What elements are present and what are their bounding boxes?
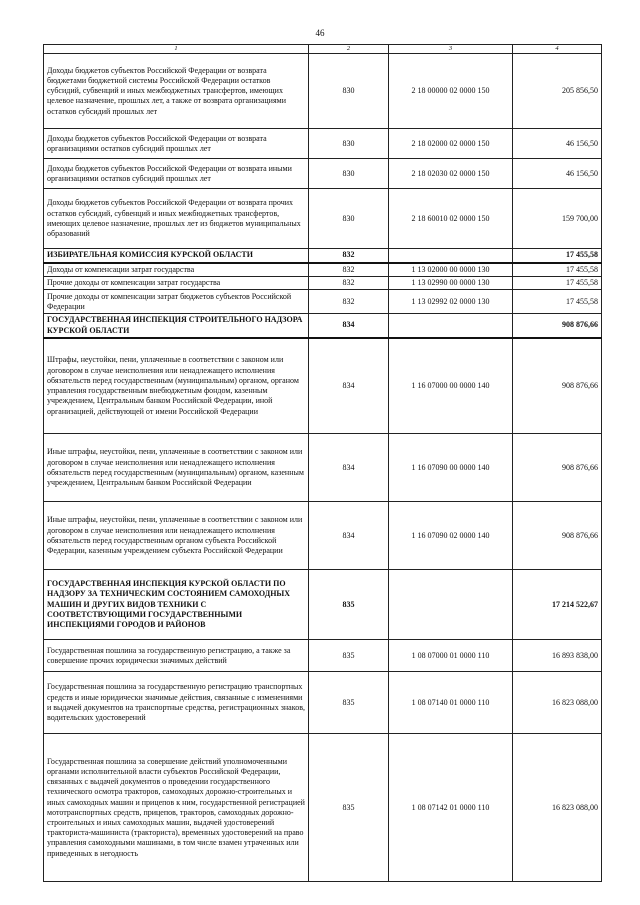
amount: 17 214 522,67 [513, 570, 602, 640]
amount: 17 455,58 [513, 290, 602, 314]
budget-classification-code: 1 13 02990 00 0000 130 [389, 277, 513, 290]
table-row [44, 189, 602, 249]
admin-code: 832 [309, 290, 389, 314]
table-row [44, 263, 602, 277]
amount: 17 455,58 [513, 263, 602, 277]
amount: 908 876,66 [513, 314, 602, 338]
amount: 908 876,66 [513, 434, 602, 502]
admin-code: 835 [309, 570, 389, 640]
admin-code: 834 [309, 314, 389, 338]
budget-classification-code: 1 08 07142 01 0000 110 [389, 734, 513, 882]
revenue-description: Доходы бюджетов субъектов Российской Федерации от возврата организациями остатков субсидий прошлых лет [44, 129, 309, 159]
budget-classification-code: 1 08 07000 01 0000 110 [389, 640, 513, 672]
section-heading: ГОСУДАРСТВЕННАЯ ИНСПЕКЦИЯ СТРОИТЕЛЬНОГО НАДЗОРА КУРСКОЙ ОБЛАСТИ [44, 314, 309, 338]
table-row [44, 277, 602, 290]
amount: 16 823 088,00 [513, 672, 602, 734]
revenue-description: Доходы бюджетов субъектов Российской Федерации от возврата иными организациями остатков субсидий прошлых лет [44, 159, 309, 189]
revenue-table [43, 44, 602, 882]
amount: 17 455,58 [513, 277, 602, 290]
amount: 16 823 088,00 [513, 734, 602, 882]
column-number: 4 [513, 45, 602, 54]
page-number: 46 [315, 28, 325, 38]
budget-classification-code: 2 18 60010 02 0000 150 [389, 189, 513, 249]
amount: 16 893 838,00 [513, 640, 602, 672]
revenue-description: Государственная пошлина за государственную регистрацию транспортных средств и иные юридически значимые действия, связанные с изменениями и выдачей документов на транспортные средства, регистрационных знаков, водительских удостоверений [44, 672, 309, 734]
budget-classification-code [389, 570, 513, 640]
header-row [44, 45, 602, 54]
table-row [44, 570, 602, 640]
budget-classification-code: 2 18 00000 02 0000 150 [389, 54, 513, 129]
budget-classification-code: 1 16 07090 02 0000 140 [389, 502, 513, 570]
table-row [44, 290, 602, 314]
section-heading: ИЗБИРАТЕЛЬНАЯ КОМИССИЯ КУРСКОЙ ОБЛАСТИ [44, 249, 309, 263]
admin-code: 830 [309, 129, 389, 159]
revenue-description: Иные штрафы, неустойки, пени, уплаченные в соответствии с законом или договором в случае неисполнения или ненадлежащего исполнения обязательств перед государственным (муниципальным) органом, казенным учреждением, Центральным банком Российской Федерации [44, 434, 309, 502]
table-row [44, 672, 602, 734]
budget-classification-code: 2 18 02000 02 0000 150 [389, 129, 513, 159]
table-row [44, 434, 602, 502]
revenue-description: Иные штрафы, неустойки, пени, уплаченные в соответствии с законом или договором в случае неисполнения или ненадлежащего исполнения обязательств перед государственным органом субъекта Российской Федерации, казенным учреждением субъекта Российской Федерации [44, 502, 309, 570]
admin-code: 830 [309, 54, 389, 129]
admin-code: 832 [309, 263, 389, 277]
amount: 46 156,50 [513, 129, 602, 159]
revenue-description: Прочие доходы от компенсации затрат бюджетов субъектов Российской Федерации [44, 290, 309, 314]
revenue-description: Доходы бюджетов субъектов Российской Федерации от возврата бюджетами бюджетной системы Российской Федерации остатков субсидий, субвенций и иных межбюджетных трансфертов, имеющих целевое назначение, прошлых лет, а также от возврата организациями остатков субсидий прошлых лет [44, 54, 309, 129]
table-row [44, 314, 602, 338]
admin-code: 835 [309, 672, 389, 734]
admin-code: 834 [309, 434, 389, 502]
column-number: 3 [389, 45, 513, 54]
budget-classification-code: 1 13 02992 02 0000 130 [389, 290, 513, 314]
admin-code: 834 [309, 338, 389, 434]
admin-code: 834 [309, 502, 389, 570]
budget-classification-code: 1 13 02000 00 0000 130 [389, 263, 513, 277]
section-heading: ГОСУДАРСТВЕННАЯ ИНСПЕКЦИЯ КУРСКОЙ ОБЛАСТИ ПО НАДЗОРУ ЗА ТЕХНИЧЕСКИМ СОСТОЯНИЕМ САМОХОДНЫХ МАШИН И ДРУГИХ ВИДОВ ТЕХНИКИ С СООТВЕТСТВУЮЩИМИ ГОСУДАРСТВЕННЫМИ ИНСПЕКЦИЯМИ ГОРОДОВ И РАЙОНОВ [44, 570, 309, 640]
table-row [44, 159, 602, 189]
budget-classification-code [389, 249, 513, 263]
column-number: 1 [44, 45, 309, 54]
column-number: 2 [309, 45, 389, 54]
admin-code: 832 [309, 249, 389, 263]
revenue-description: Государственная пошлина за совершение действий уполномоченными органами исполнительной власти субъектов Российской Федерации, связанных с выдачей документов о проведении государственного технического осмотра тракторов, самоходных дорожно-строительных и иных самоходных машин и прицепов к ним, государственной регистрацией мототранспортных средств, прицепов, тракторов, самоходных дорожно-строительных и иных самоходных машин, выдачей удостоверений тракториста-машиниста (тракториста), временных удостоверений на право управления самоходными машинами, в том числе взамен утраченных или приведенных в негодность [44, 734, 309, 882]
amount: 17 455,58 [513, 249, 602, 263]
revenue-description: Прочие доходы от компенсации затрат государства [44, 277, 309, 290]
table-row [44, 338, 602, 434]
admin-code: 835 [309, 640, 389, 672]
amount: 46 156,50 [513, 159, 602, 189]
amount: 908 876,66 [513, 502, 602, 570]
budget-classification-code [389, 314, 513, 338]
revenue-description: Доходы бюджетов субъектов Российской Федерации от возврата прочих остатков субсидий, субвенций и иных межбюджетных трансфертов, имеющих целевое назначение, прошлых лет из бюджетов муниципальных образований [44, 189, 309, 249]
table-row [44, 54, 602, 129]
budget-classification-code: 1 16 07090 00 0000 140 [389, 434, 513, 502]
admin-code: 835 [309, 734, 389, 882]
budget-classification-code: 1 08 07140 01 0000 110 [389, 672, 513, 734]
admin-code: 830 [309, 189, 389, 249]
budget-classification-code: 1 16 07000 00 0000 140 [389, 338, 513, 434]
amount: 908 876,66 [513, 338, 602, 434]
table-row [44, 249, 602, 263]
admin-code: 830 [309, 159, 389, 189]
admin-code: 832 [309, 277, 389, 290]
amount: 159 700,00 [513, 189, 602, 249]
table-row [44, 502, 602, 570]
table-row [44, 129, 602, 159]
table-row [44, 734, 602, 882]
revenue-description: Государственная пошлина за государственную регистрацию, а также за совершение прочих юридически значимых действий [44, 640, 309, 672]
table-row [44, 640, 602, 672]
revenue-description: Доходы от компенсации затрат государства [44, 263, 309, 277]
budget-classification-code: 2 18 02030 02 0000 150 [389, 159, 513, 189]
amount: 205 856,50 [513, 54, 602, 129]
revenue-description: Штрафы, неустойки, пени, уплаченные в соответствии с законом или договором в случае неисполнения или ненадлежащего исполнения обязательств перед государственным (муниципальным) органом, органом управления государственным внебюджетным фондом, казенным учреждением, Центральным банком Российской Федерации, иной организацией, действующей от имени Российской Федерации [44, 338, 309, 434]
